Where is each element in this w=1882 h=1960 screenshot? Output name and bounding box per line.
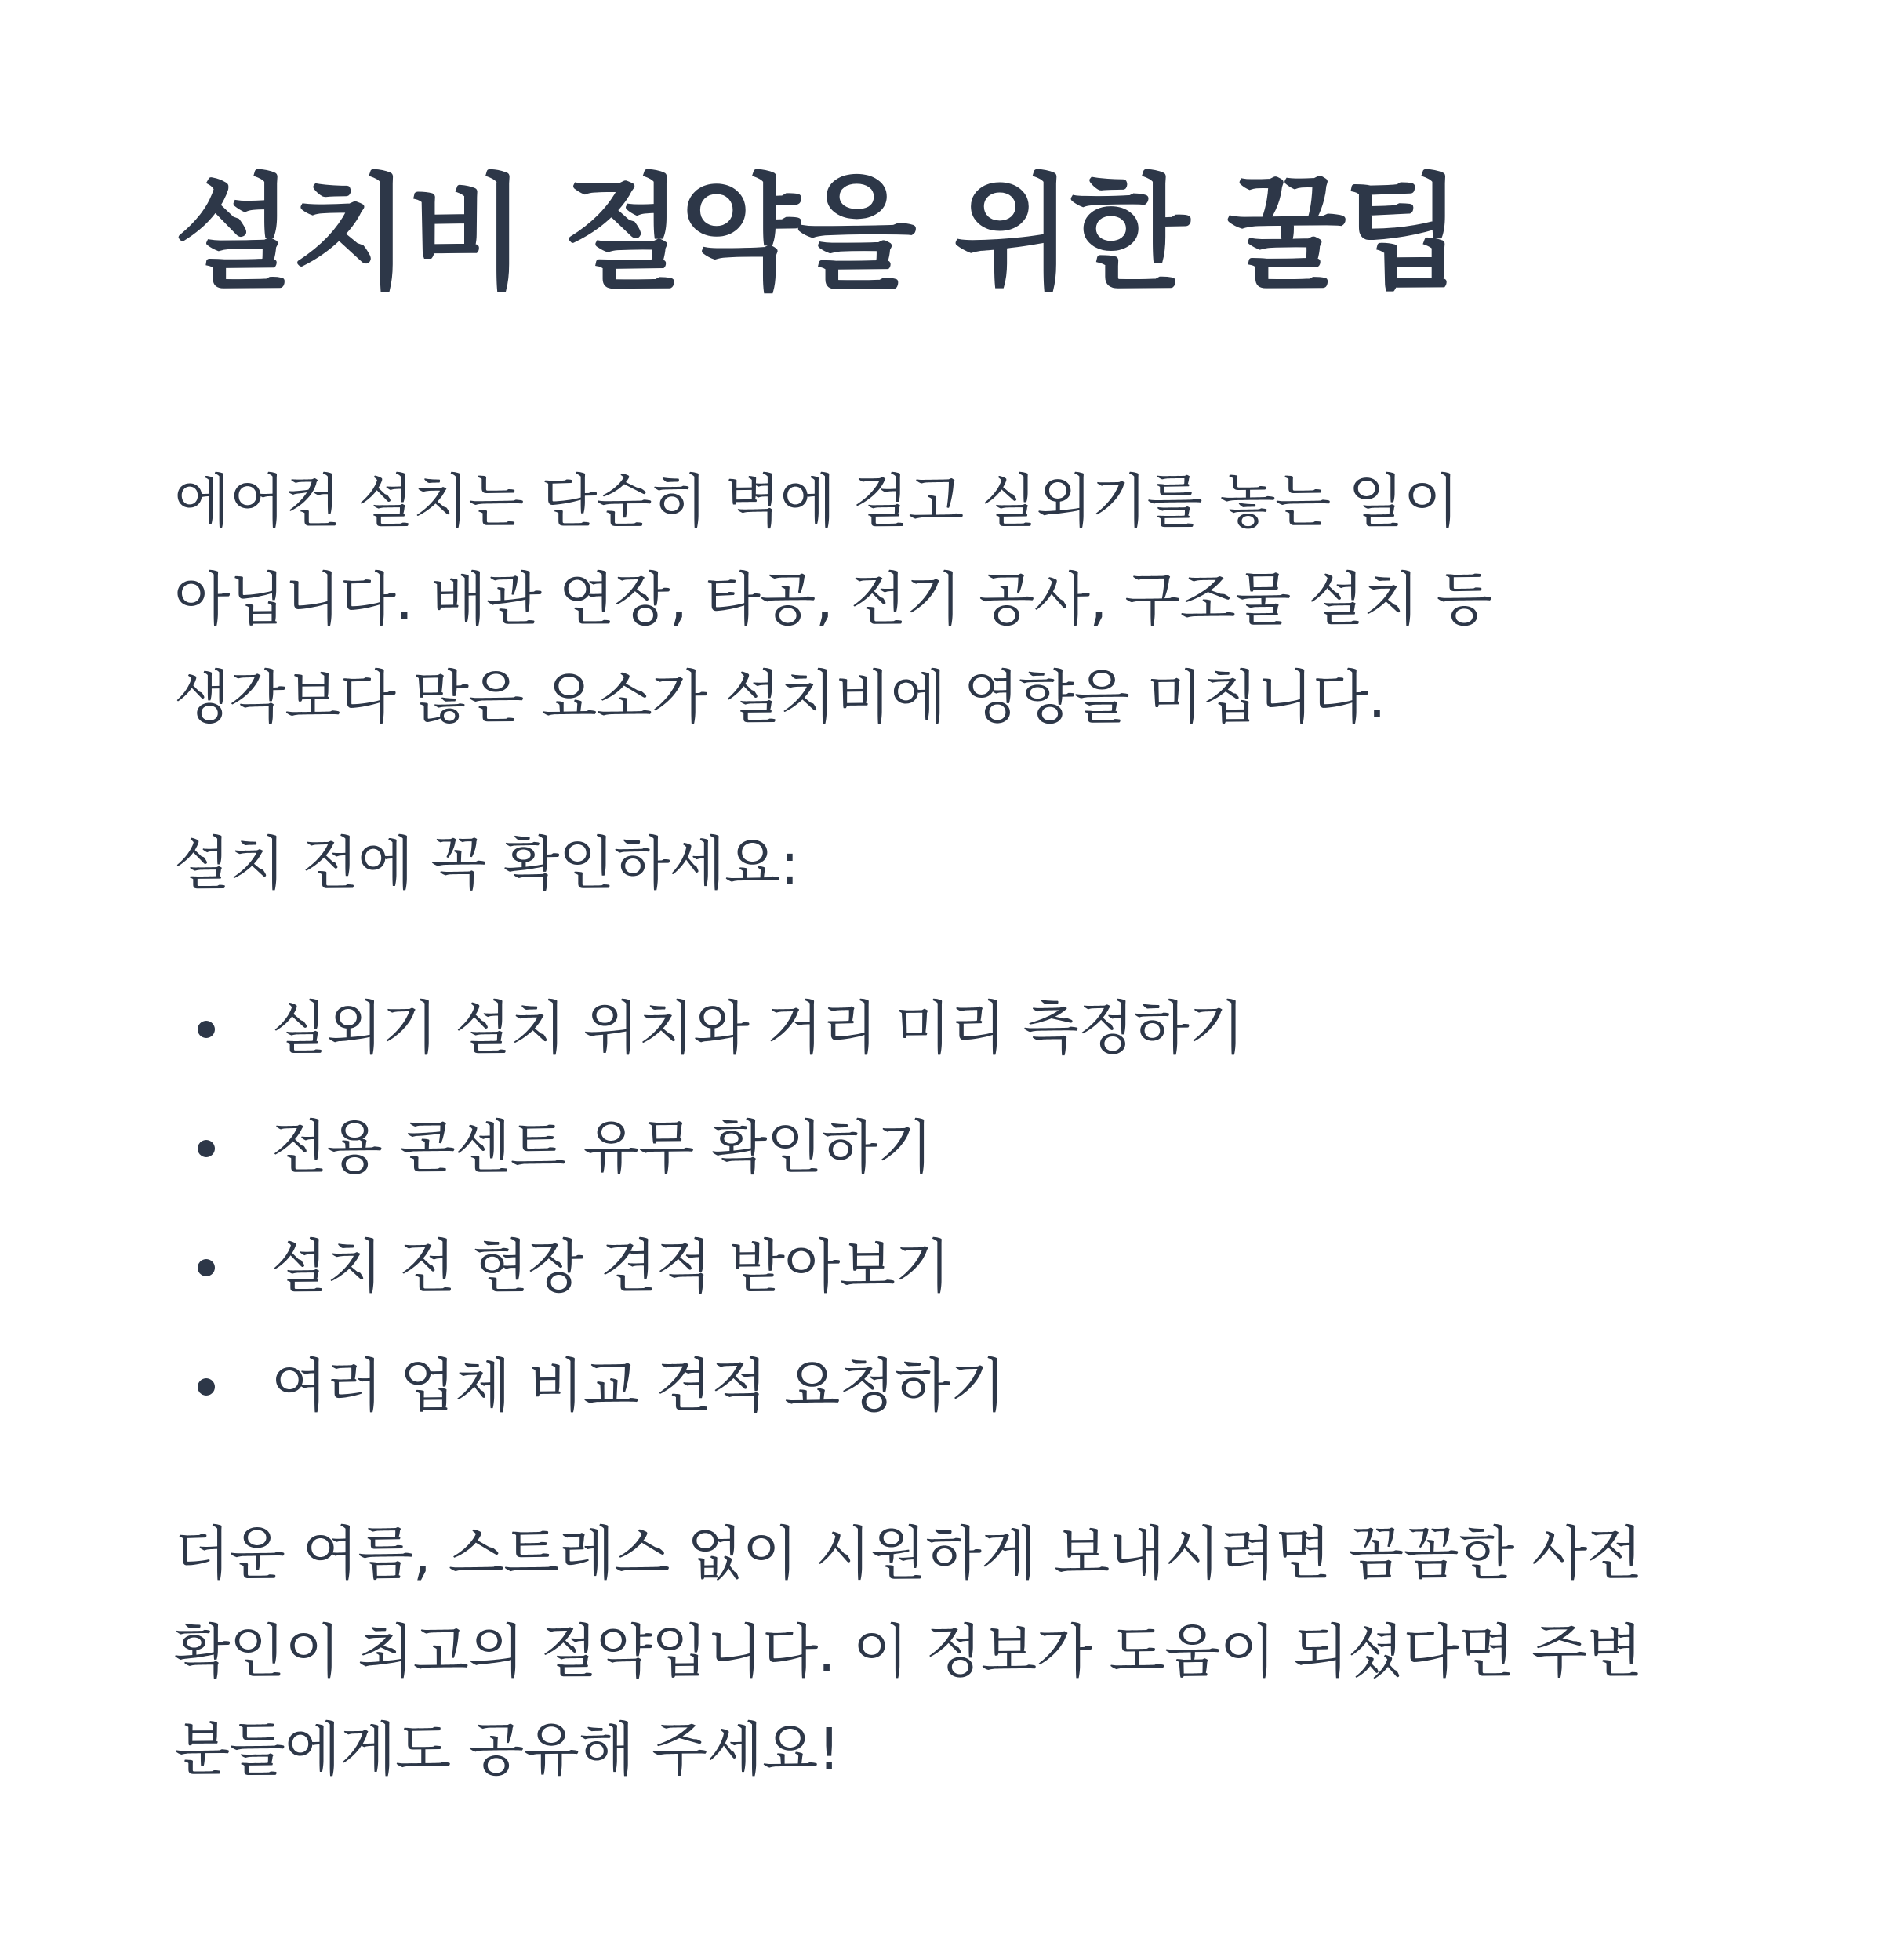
checklist-lead: 설치 전에 꼭 확인하세요: <box>174 830 799 898</box>
intro-paragraph: 에어컨 설치는 단순히 벽에 걸고 실외기를 놓는 일이 아닙니다. 배관 연장, 타공, 전기 공사, 구조물 설치 등 생각보다 많은 요소가 설치비에 영향을 미칩니다. <box>174 468 1491 731</box>
checklist <box>174 980 1244 1457</box>
checklist-item-text: 설치 전 현장 견적 받아보기 <box>271 1233 950 1301</box>
closing-paragraph: 더운 여름, 스트레스 없이 시원하게 보내시려면 꼼꼼한 사전 확인이 최고의 절약입니다. 이 정보가 도움이 되셨다면 주변 분들에게도 공유해 주세요! <box>174 1520 1642 1784</box>
checklist-item-text: 실외기 설치 위치와 거리 미리 측정하기 <box>271 995 1244 1062</box>
checklist-item-text: 여러 업체 비교 견적 요청하기 <box>271 1352 1005 1420</box>
checklist-item <box>174 1099 1244 1218</box>
bullet-dot-icon <box>198 1259 215 1276</box>
bullet-dot-icon <box>198 1140 215 1157</box>
checklist-item <box>174 1218 1244 1338</box>
article-title: 설치비 절약을 위한 꿀팁 <box>174 162 1460 307</box>
bullet-dot-icon <box>198 1378 215 1396</box>
checklist-item <box>174 1338 1244 1457</box>
bullet-dot-icon <box>198 1021 215 1038</box>
checklist-item-text: 전용 콘센트 유무 확인하기 <box>271 1114 932 1181</box>
checklist-item <box>174 980 1244 1099</box>
